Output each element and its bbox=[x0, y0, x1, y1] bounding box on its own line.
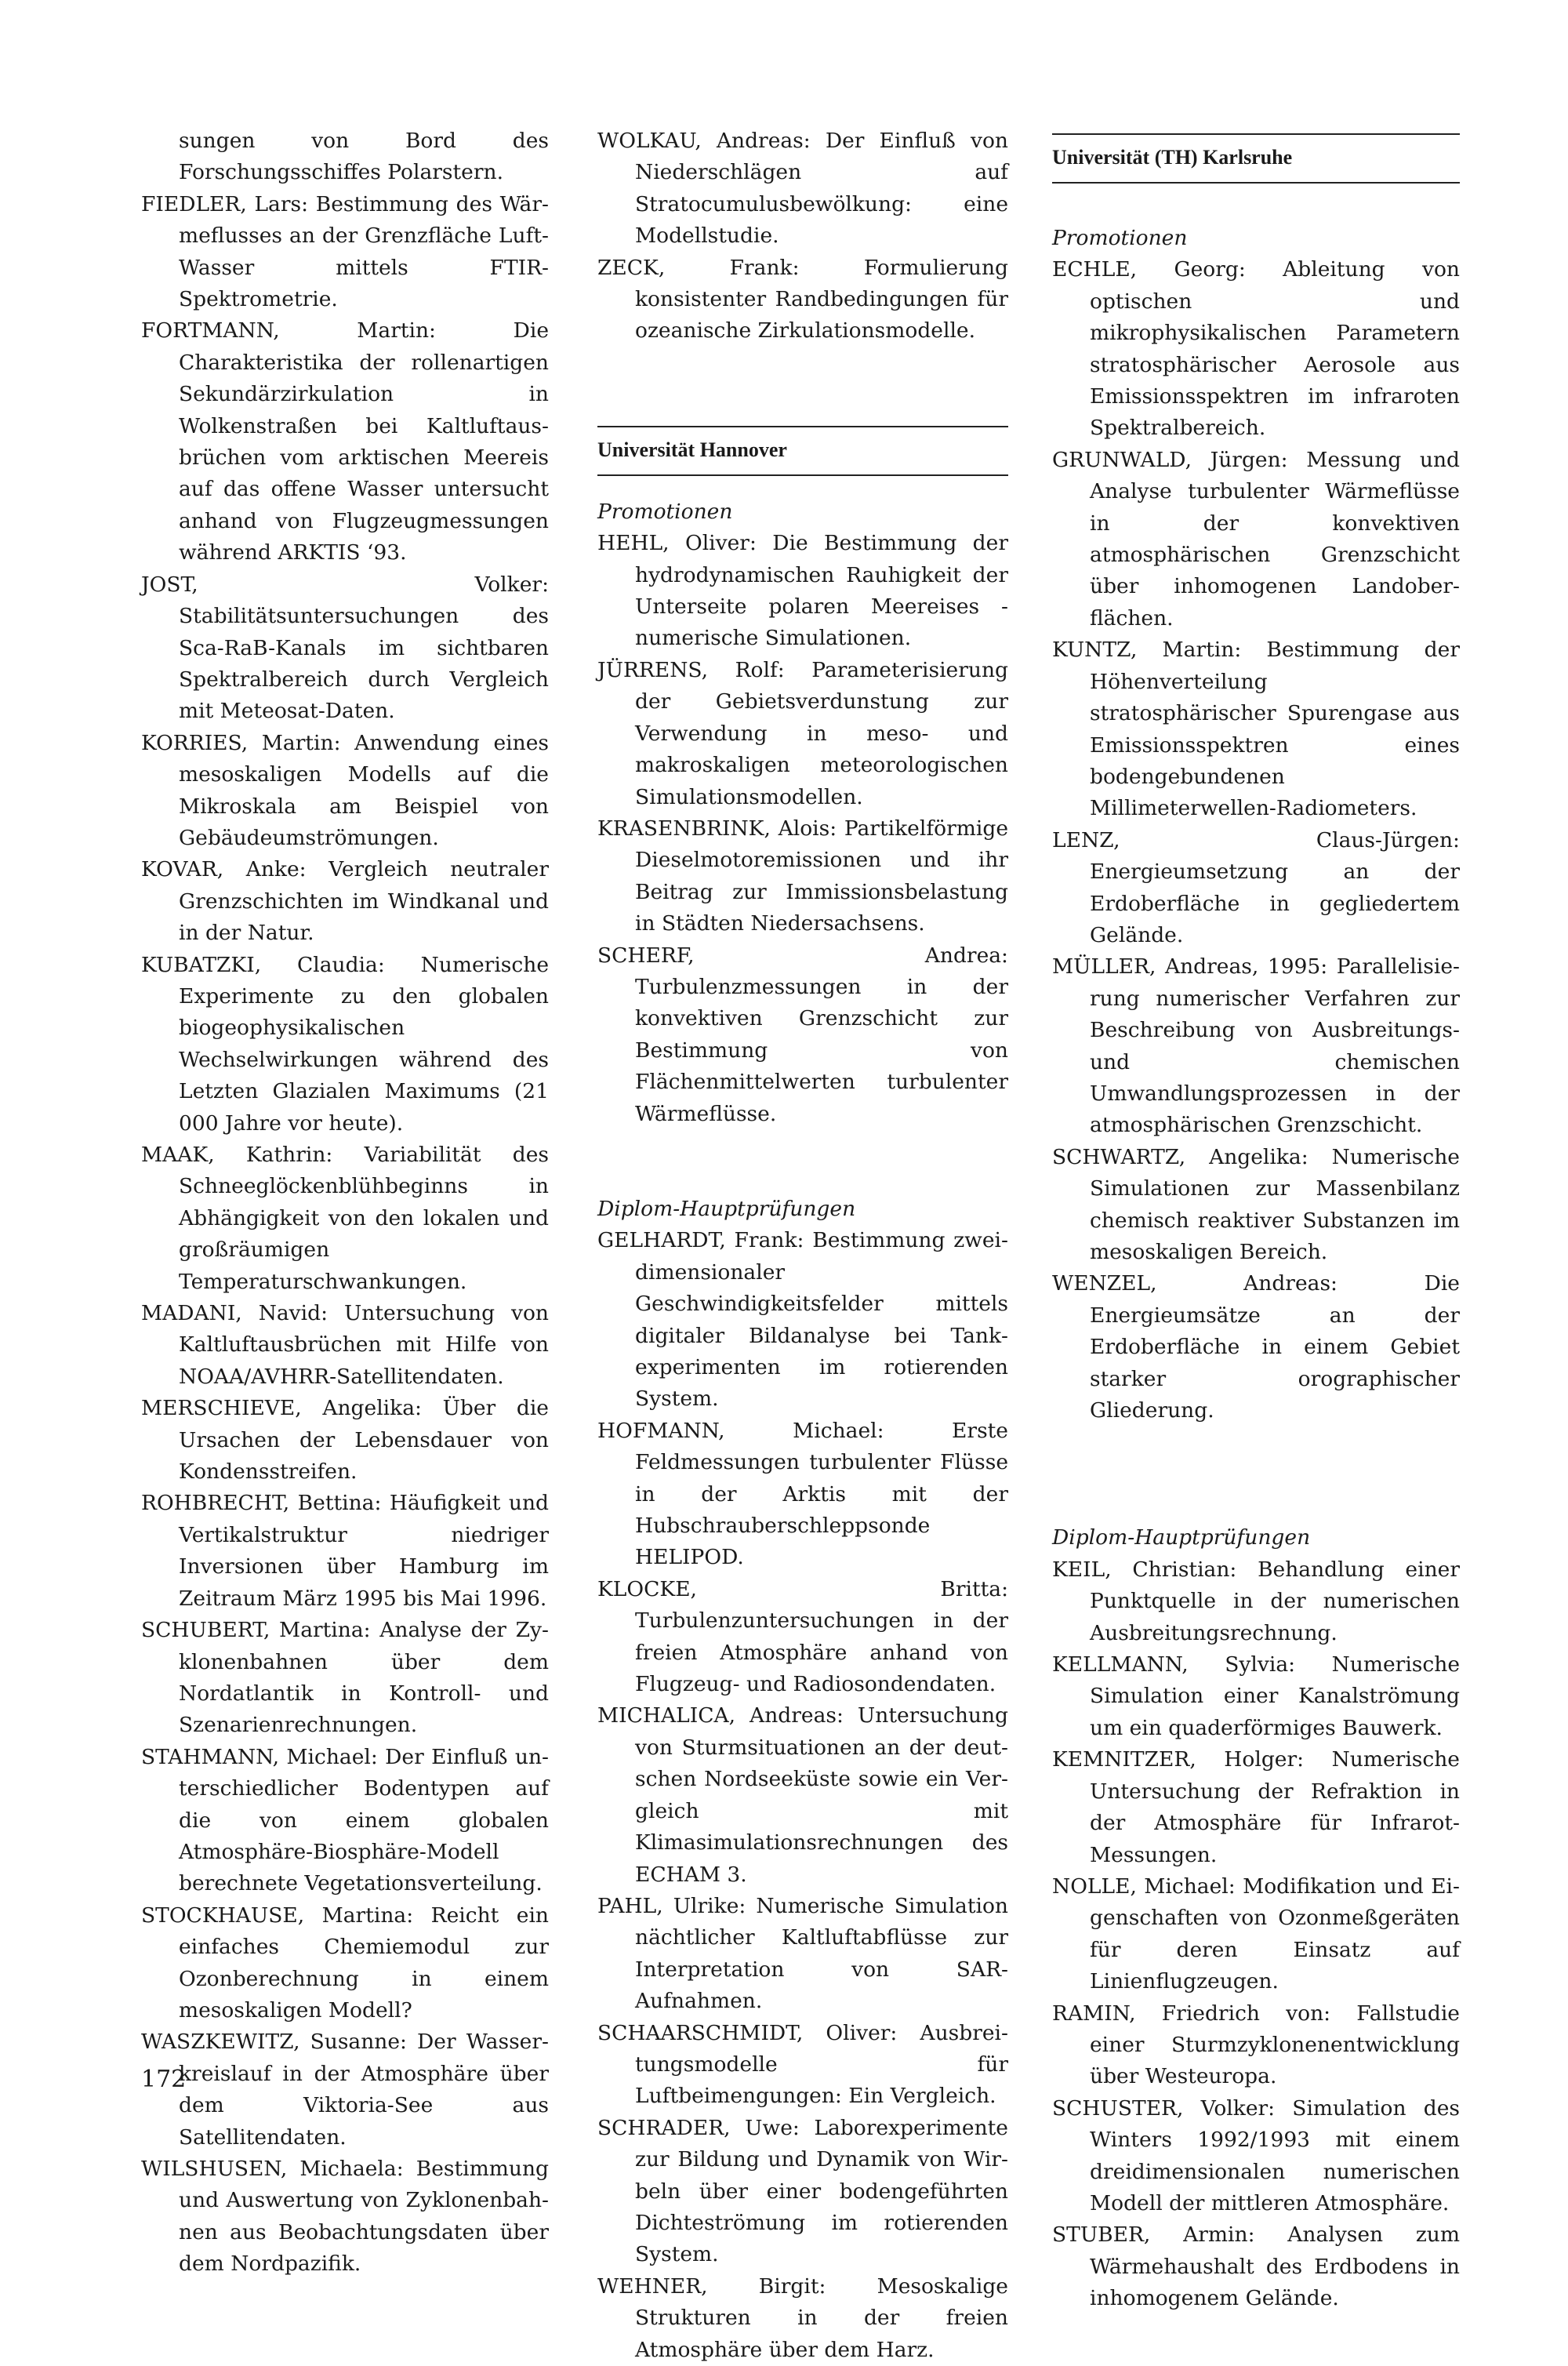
list-item: STAHMANN, Michael: Der Einfluß unterschiedlicher Bodentypen auf die von einem globalen Atmosphäre-Biosphäre-Modell berechnete Vegetationsverteilung. bbox=[141, 1744, 549, 1896]
list-item: WASZKEWITZ, Susanne: Der Wasserkreislauf in der Atmosphäre über dem Viktoria-See aus Satellitendaten. bbox=[141, 2030, 549, 2150]
list-item: STOCKHAUSE, Martina: Reicht ein einfaches Chemiemodul zur Ozonberechnung in einem mesoskaligen Modell? bbox=[141, 1903, 549, 2023]
list-item: KUNTZ, Martin: Bestimmung der Höhenverteilung stratosphärischer Spurengase aus Emissionsspektren eines bodengebundenen Millimeterwellen-Radiometers. bbox=[1052, 638, 1460, 821]
list-item: KORRIES, Martin: Anwendung eines mesoskaligen Modells auf die Mikroskala am Beispiel von Gebäudeumströmungen. bbox=[141, 730, 549, 850]
list-item: KRASENBRINK, Alois: Partikelförmige Dieselmotoremissionen und ihr Beitrag zur Immissionsbelastung in Städten Niedersachsens. bbox=[597, 816, 1008, 936]
list-item: GELHARDT, Frank: Bestimmung zweidimensionaler Geschwindigkeitsfelder mittels digitaler Bildanalyse bei Tankexperimenten im rotierenden System. bbox=[597, 1228, 1008, 1412]
list-item: FORTMANN, Martin: Die Charakteristika der rollenartigen Sekundärzirkulation in Wolkenstraßen bei Kaltluftausbrüchen vom arktischen Meereis auf das offene Wasser untersucht anhand von Flugzeugmessungen während ARKTIS ‘93. bbox=[141, 318, 549, 565]
list-item: MERSCHIEVE, Angelika: Über die Ursachen der Lebensdauer von Kondensstreifen. bbox=[141, 1396, 549, 1485]
list-item: LENZ, Claus-Jürgen: Energieumsetzung an der Erdoberfläche in gegliedertem Gelände. bbox=[1052, 827, 1460, 947]
list-item: HOFMANN, Michael: Erste Feldmessungen turbulenter Flüsse in der Arktis mit der Hubschrauberschleppsonde HELIPOD. bbox=[597, 1418, 1008, 1570]
list-item: SCHWARTZ, Angelika: Numerische Simulationen zur Massenbilanz chemisch reaktiver Substanzen im mesoskaligen Bereich. bbox=[1052, 1144, 1460, 1264]
list-item: WOLKAU, Andreas: Der Einfluß von Niederschlägen auf Stratocumulusbewölkung: eine Modellstudie. bbox=[597, 129, 1008, 249]
list-item: MAAK, Kathrin: Variabilität des Schneeglöckenblühbeginns in Abhängigkeit von den lokalen und großräumigen Temperaturschwankungen. bbox=[141, 1143, 549, 1294]
list-item: MICHALICA, Andreas: Untersuchung von Sturmsituationen an der deutschen Nordseeküste sowie ein Vergleich mit Klimasimulationsrechnungen des ECHAM 3. bbox=[597, 1703, 1008, 1887]
list-item: GRUNWALD, Jürgen: Messung und Analyse turbulenter Wärmeflüsse in der konvektiven atmosphärischen Grenzschicht über inhomogenen Landoberflächen. bbox=[1052, 447, 1460, 631]
list-item: KEIL, Christian: Behandlung einer Punktquelle in der numerischen Ausbreitungsrechnung. bbox=[1052, 1557, 1460, 1645]
list-item: NOLLE, Michael: Modifikation und Eigenschaften von Ozonmeßgeräten für deren Einsatz auf Linienflugzeugen. bbox=[1052, 1874, 1460, 1994]
list-item: KUBATZKI, Claudia: Numerische Experimente zu den globalen biogeophysikalischen Wechselwirkungen während des Letzten Glazialen Maximums (21 000 Jahre vor heute). bbox=[141, 952, 549, 1136]
list-item: KOVAR, Anke: Vergleich neutraler Grenzschichten im Windkanal und in der Natur. bbox=[141, 857, 549, 946]
list-item: WILSHUSEN, Michaela: Bestimmung und Auswertung von Zyklonenbahnen aus Beobachtungsdaten über dem Nordpazifik. bbox=[141, 2157, 549, 2277]
subheading-promotionen: Promotionen bbox=[1052, 226, 1188, 250]
list-item: FIEDLER, Lars: Bestimmung des Wärmeflusses an der Grenzfläche Luft-Wasser mittels FTIR-Spektrometrie. bbox=[141, 191, 549, 312]
list-item: SCHRADER, Uwe: Laborexperimente zur Bildung und Dynamik von Wirbeln über einer bodengeführten Dichteströmung im rotierenden System. bbox=[597, 2115, 1008, 2267]
list-item: KLOCKE, Britta: Turbulenzuntersuchungen in der freien Atmosphäre anhand von Flugzeug- und Radiosondendaten. bbox=[597, 1576, 1008, 1697]
list-item: KEMNITZER, Holger: Numerische Untersuchung der Refraktion in der Atmosphäre für Infrarot-Messungen. bbox=[1052, 1747, 1460, 1867]
list-item: HEHL, Oliver: Die Bestimmung der hydrodynamischen Rauhigkeit der Unterseite polaren Meereises - numerische Simulationen. bbox=[597, 531, 1008, 651]
section-title-hannover: Universität Hannover bbox=[597, 426, 1008, 476]
page-number: 172 bbox=[141, 2066, 187, 2093]
section-title-karlsruhe: Universität (TH) Karlsruhe bbox=[1052, 133, 1460, 184]
list-item: JOST, Volker: Stabilitätsuntersuchungen des Sca-RaB-Kanals im sichtbaren Spektralbereich durch Vergleich mit Meteosat-Daten. bbox=[141, 572, 549, 724]
subheading-promotionen: Promotionen bbox=[597, 499, 733, 524]
list-item: sungen von Bord des Forschungsschiffes Polarstern. bbox=[179, 129, 549, 185]
list-item: WEHNER, Birgit: Mesoskalige Strukturen in der freien Atmosphäre über dem Harz. bbox=[597, 2273, 1008, 2362]
column-right bbox=[1052, 133, 1460, 2315]
list-item: SCHERF, Andrea: Turbulenzmessungen in der konvektiven Grenzschicht zur Bestimmung von Flächenmittelwerten turbulenter Wärmeflüsse. bbox=[597, 943, 1008, 1126]
list-item: ZECK, Frank: Formulierung konsistenter Randbedingungen für ozeanische Zirkulationsmodelle. bbox=[597, 255, 1008, 343]
list-item: SCHUSTER, Volker: Simulation des Winters 1992/1993 mit einem dreidimensionalen numerischen Modell der mittleren Atmosphäre. bbox=[1052, 2095, 1460, 2215]
subheading-diplom: Diplom-Hauptprüfungen bbox=[1052, 1525, 1311, 1550]
list-item: PAHL, Ulrike: Numerische Simulation nächtlicher Kaltluftabflüsse zur Interpretation von SAR-Aufnahmen. bbox=[597, 1893, 1008, 2014]
column-left bbox=[141, 125, 549, 2281]
subheading-diplom: Diplom-Hauptprüfungen bbox=[597, 1196, 856, 1221]
list-item: ROHBRECHT, Bettina: Häufigkeit und Vertikalstruktur niedriger Inversionen über Hamburg im Zeitraum März 1995 bis Mai 1996. bbox=[141, 1491, 549, 1611]
list-item: STUBER, Armin: Analysen zum Wärmehaushalt des Erdbodens in inhomogenem Gelände. bbox=[1052, 2222, 1460, 2311]
list-item: SCHAARSCHMIDT, Oliver: Ausbreitungsmodelle für Luftbeimengungen: Ein Vergleich. bbox=[597, 2020, 1008, 2109]
list-item: MÜLLER, Andreas, 1995: Parallelisierung numerischer Verfahren zur Beschreibung von Ausbreitungs- und chemischen Umwandlungsprozessen in der atmosphärischen Grenzschicht. bbox=[1052, 954, 1460, 1138]
list-item: KELLMANN, Sylvia: Numerische Simulation einer Kanalströmung um ein quaderförmiges Bauwerk. bbox=[1052, 1652, 1460, 1740]
list-item: ECHLE, Georg: Ableitung von optischen und mikrophysikalischen Parametern stratosphärischer Aerosole aus Emissionsspektren im infraroten Spektralbereich. bbox=[1052, 257, 1460, 441]
list-item: RAMIN, Friedrich von: Fallstudie einer Sturmzyklonenentwicklung über Westeuropa. bbox=[1052, 2001, 1460, 2089]
list-item: WENZEL, Andreas: Die Energieumsätze an der Erdoberfläche in einem Gebiet starker orographischer Gliederung. bbox=[1052, 1271, 1460, 1423]
list-item: SCHUBERT, Martina: Analyse der Zyklonenbahnen über dem Nordatlantik in Kontroll- und Szenarienrechnungen. bbox=[141, 1618, 549, 1738]
list-item: MADANI, Navid: Untersuchung von Kaltluftausbrüchen mit Hilfe von NOAA/AVHRR-Satellitendaten. bbox=[141, 1301, 549, 1389]
list-item: JÜRRENS, Rolf: Parameterisierung der Gebietsverdunstung zur Verwendung in meso- und makroskaligen meteorologischen Simulationsmodellen. bbox=[597, 657, 1008, 809]
column-middle bbox=[597, 125, 1008, 2366]
